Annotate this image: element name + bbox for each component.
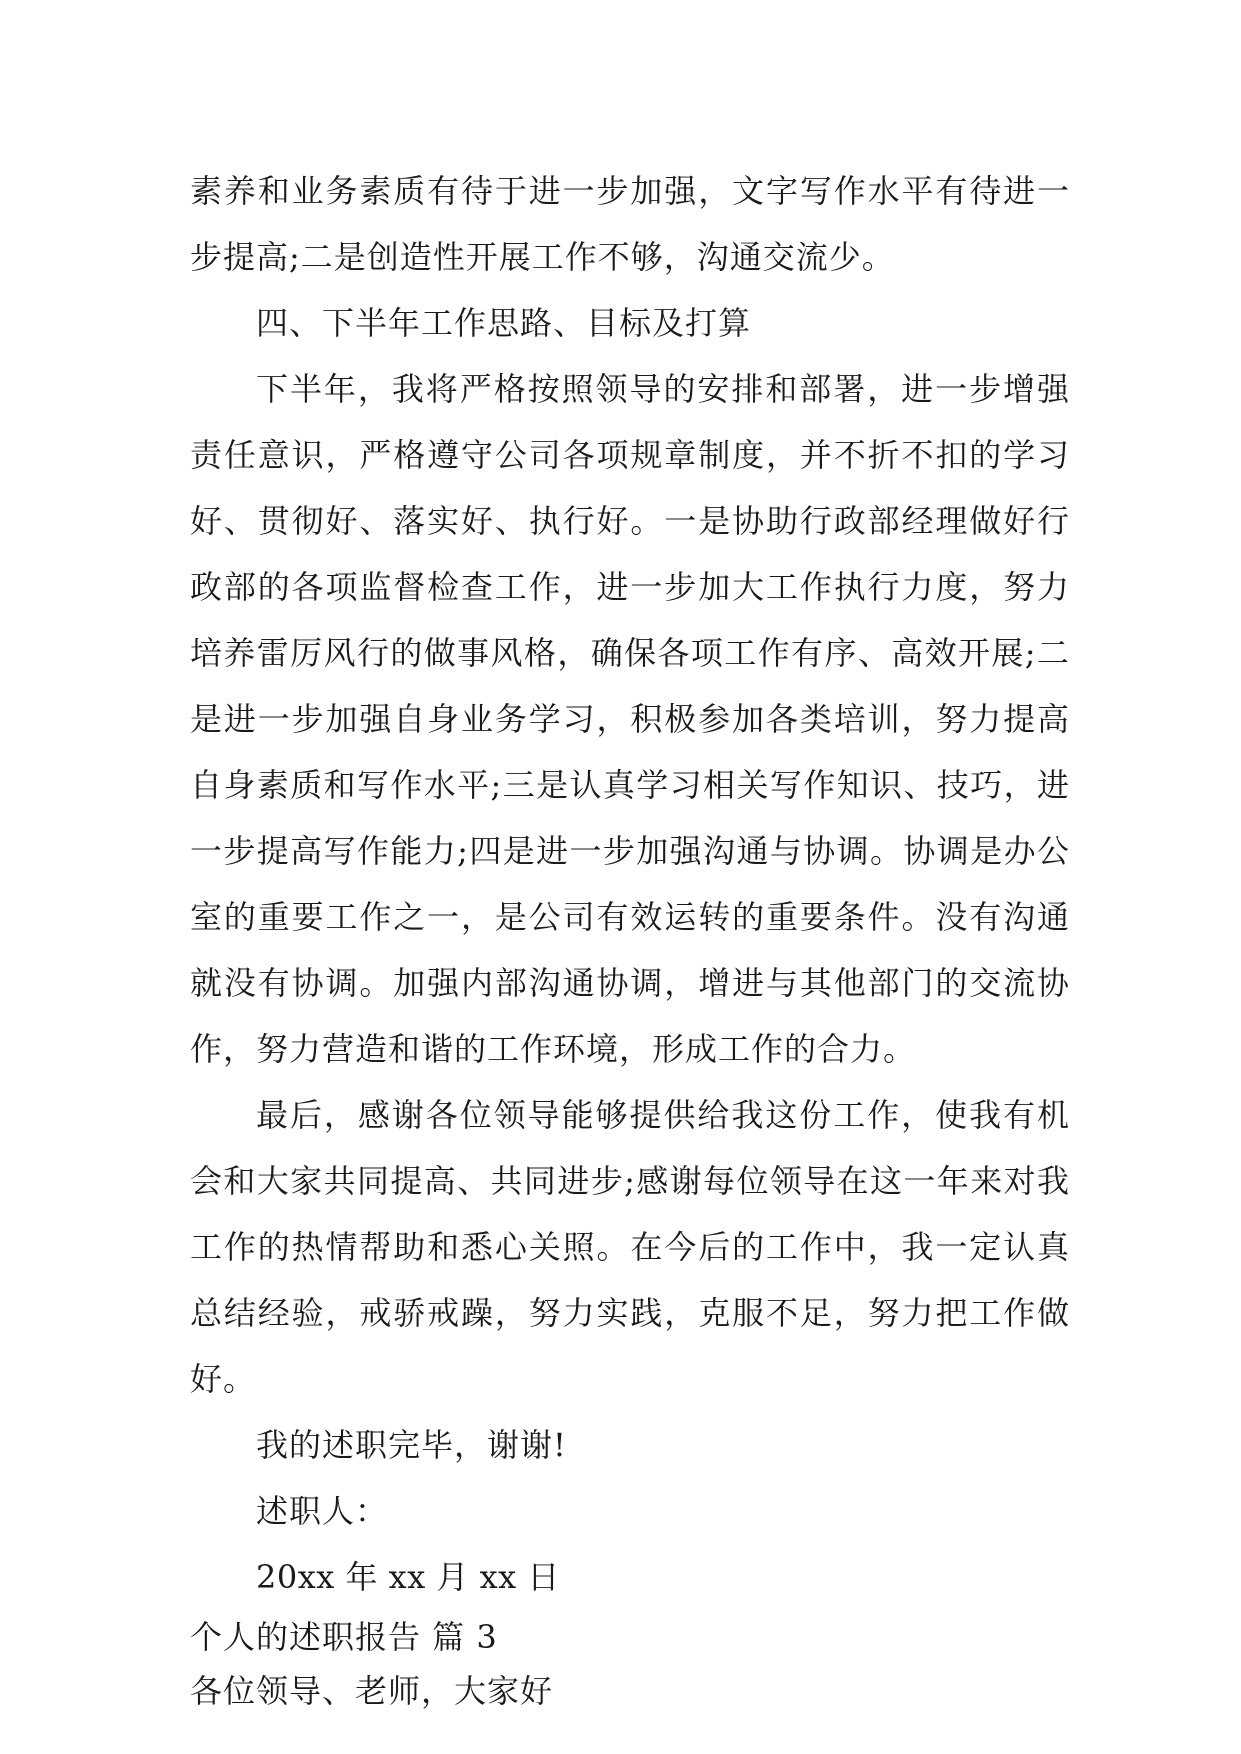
signature-label: 述职人：	[256, 1492, 389, 1530]
greeting-line: 各位领导、老师，大家好	[190, 1672, 554, 1710]
section-heading-plans: 四、下半年工作思路、目标及打算	[256, 304, 752, 342]
paragraph-closing: 我的述职完毕，谢谢!	[256, 1426, 567, 1464]
date-line: 20xx 年 xx 月 xx 日	[256, 1558, 560, 1596]
report-title: 个人的述职报告 篇 3	[190, 1618, 498, 1656]
document-body	[190, 158, 1070, 1718]
paragraph-second-half-plan: 下半年，我将严格按照领导的安排和部署，进一步增强责任意识，严格遵守公司各项规章制度，并不折不扣的学习好、贯彻好、落实好、执行好。一是协助行政部经理做好行政部的各项监督检查工作，进一步加大工作执行力度，努力培养雷厉风行的做事风格，确保各项工作有序、高效开展;二是进一步加强自身业务学习，积极参加各类培训，努力提高自身素质和写作水平;三是认真学习相关写作知识、技巧，进一步提高写作能力;四是进一步加强沟通与协调。协调是办公室的重要工作之一，是公司有效运转的重要条件。没有沟通就没有协调。加强内部沟通协调，增进与其他部门的交流协作，努力营造和谐的工作环境，形成工作的合力。	[190, 370, 1070, 1068]
paragraph-shortcomings: 素养和业务素质有待于进一步加强，文字写作水平有待进一步提高;二是创造性开展工作不够，沟通交流少。	[190, 172, 1070, 276]
paragraph-thanks: 最后，感谢各位领导能够提供给我这份工作，使我有机会和大家共同提高、共同进步;感谢每位领导在这一年来对我工作的热情帮助和悉心关照。在今后的工作中，我一定认真总结经验，戒骄戒躁，努力实践，克服不足，努力把工作做好。	[190, 1096, 1070, 1398]
